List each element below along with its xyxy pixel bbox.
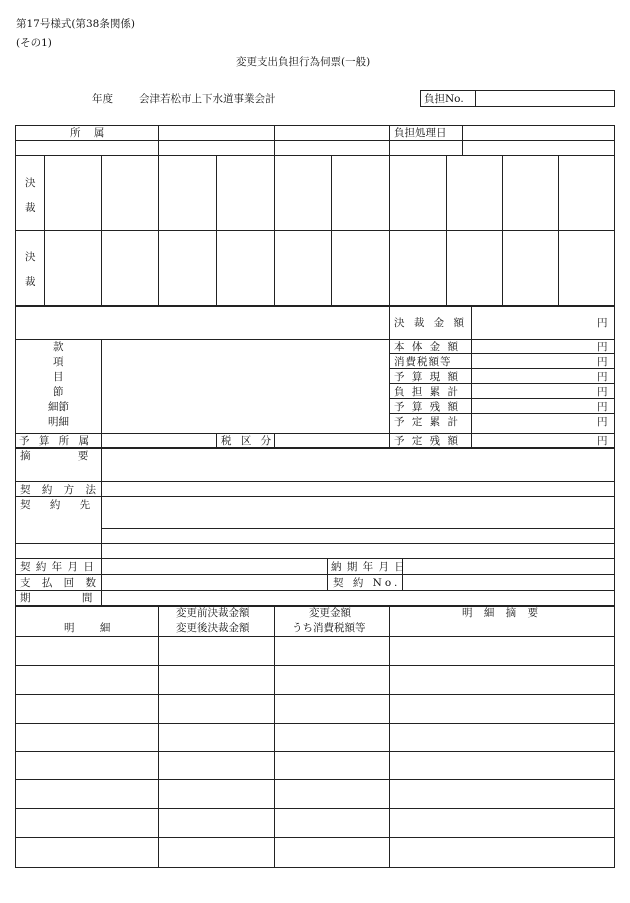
processing-date-label: 負担処理日	[394, 127, 447, 139]
divider	[446, 155, 447, 305]
divider	[389, 155, 390, 305]
divider	[15, 140, 615, 141]
divider	[15, 590, 615, 591]
divider	[389, 368, 615, 369]
contract-method-label: 契 約 方 法	[20, 484, 101, 496]
divider	[101, 433, 102, 447]
divider	[101, 339, 102, 433]
approval-label-2b: 裁	[25, 276, 36, 288]
divider	[216, 433, 217, 447]
divider	[389, 353, 615, 354]
divider	[15, 751, 615, 752]
divider	[389, 605, 390, 867]
divider	[15, 636, 615, 637]
approval-label-1a: 決	[25, 177, 36, 189]
yen-unit: 円	[597, 317, 608, 329]
divider	[44, 155, 45, 305]
budget-item-setsu: 節	[53, 386, 64, 398]
divider	[327, 558, 328, 590]
divider	[15, 496, 615, 497]
divider	[15, 694, 615, 695]
budget-item-meisai: 明細	[48, 416, 69, 428]
divider	[389, 398, 615, 399]
divider	[101, 447, 102, 605]
budget-item-saisetsu: 細節	[48, 401, 69, 413]
divider	[158, 125, 159, 155]
yen-unit: 円	[597, 401, 608, 413]
divider	[158, 155, 159, 305]
approval-label-2a: 決	[25, 251, 36, 263]
divider	[15, 481, 615, 482]
tax-category-label: 税 区 分	[221, 435, 275, 447]
divider	[274, 155, 275, 305]
budget-remaining-label: 予 算 残 額	[394, 401, 461, 413]
burden-no-label: 負担No.	[424, 93, 464, 105]
yen-unit: 円	[597, 371, 608, 383]
divider	[389, 383, 615, 384]
details-table	[15, 605, 615, 868]
budget-item-moku: 目	[53, 371, 64, 383]
divider	[389, 305, 390, 447]
yen-unit: 円	[597, 416, 608, 428]
divider	[158, 605, 159, 867]
after-amount-header: 変更後決裁金額	[176, 622, 250, 634]
planned-total-label: 予 定 累 計	[394, 416, 461, 428]
yen-unit: 円	[597, 435, 608, 447]
divider	[15, 543, 615, 544]
divider	[15, 723, 615, 724]
divider	[389, 413, 615, 414]
divider	[462, 125, 463, 155]
form-number: 第17号様式(第38条関係)	[16, 18, 135, 30]
divider	[15, 665, 615, 666]
divider	[558, 155, 559, 305]
divider	[274, 125, 275, 155]
yen-unit: 円	[597, 341, 608, 353]
page-title: 変更支出負担行為伺票(一般)	[236, 56, 371, 68]
tax-included-header: うち消費税額等	[292, 622, 366, 634]
divider	[15, 558, 615, 559]
amount-table	[15, 305, 615, 449]
divider	[471, 305, 472, 447]
body-amount-label: 本 体 金 額	[394, 341, 461, 353]
divider	[15, 808, 615, 809]
change-amount-header: 変更金額	[309, 607, 351, 619]
divider	[216, 155, 217, 305]
divider	[15, 433, 615, 434]
approval-amount-label: 決 裁 金 額	[394, 317, 468, 329]
tax-amount-label: 消費税額等	[394, 356, 452, 368]
approval-label-1b: 裁	[25, 202, 36, 214]
divider	[101, 528, 615, 529]
budget-office-label: 予 算 所 属	[19, 435, 93, 447]
divider	[15, 339, 615, 340]
divider	[475, 90, 476, 106]
budget-item-kou: 項	[53, 356, 64, 368]
divider	[15, 574, 615, 575]
payment-count-label: 支 払 回 数	[20, 577, 101, 589]
divider	[274, 605, 275, 867]
divider	[15, 837, 615, 838]
divider	[331, 155, 332, 305]
before-amount-header: 変更前決裁金額	[176, 607, 250, 619]
form-part: (その1)	[16, 37, 52, 49]
summary-label: 摘 要	[20, 450, 89, 462]
divider	[101, 155, 102, 305]
contract-party-label: 契 約 先	[20, 499, 91, 511]
divider	[15, 155, 615, 156]
divider	[502, 155, 503, 305]
divider	[15, 230, 615, 231]
detail-summary-header: 明 細 摘 要	[462, 607, 539, 619]
delivery-date-label: 納 期 年 月 日	[331, 561, 406, 573]
contract-no-label: 契 約 No.	[333, 577, 401, 589]
approval-table	[15, 125, 615, 307]
detail-col-header: 明 細	[64, 622, 111, 634]
period-label: 期 間	[20, 592, 93, 604]
yen-unit: 円	[597, 386, 608, 398]
contract-date-label: 契 約 年 月 日	[20, 561, 95, 573]
divider	[15, 779, 615, 780]
accounting-unit: 会津若松市上下水道事業会計	[139, 93, 276, 105]
affiliation-label: 所 属	[70, 127, 110, 139]
budget-item-kan: 款	[53, 341, 64, 353]
yen-unit: 円	[597, 356, 608, 368]
budget-current-label: 予 算 現 額	[394, 371, 461, 383]
contract-table	[15, 447, 615, 607]
divider	[389, 125, 390, 155]
fiscal-year-label: 年度	[92, 93, 113, 105]
burden-total-label: 負 担 累 計	[394, 386, 461, 398]
planned-balance-label: 予 定 残 額	[394, 435, 461, 447]
